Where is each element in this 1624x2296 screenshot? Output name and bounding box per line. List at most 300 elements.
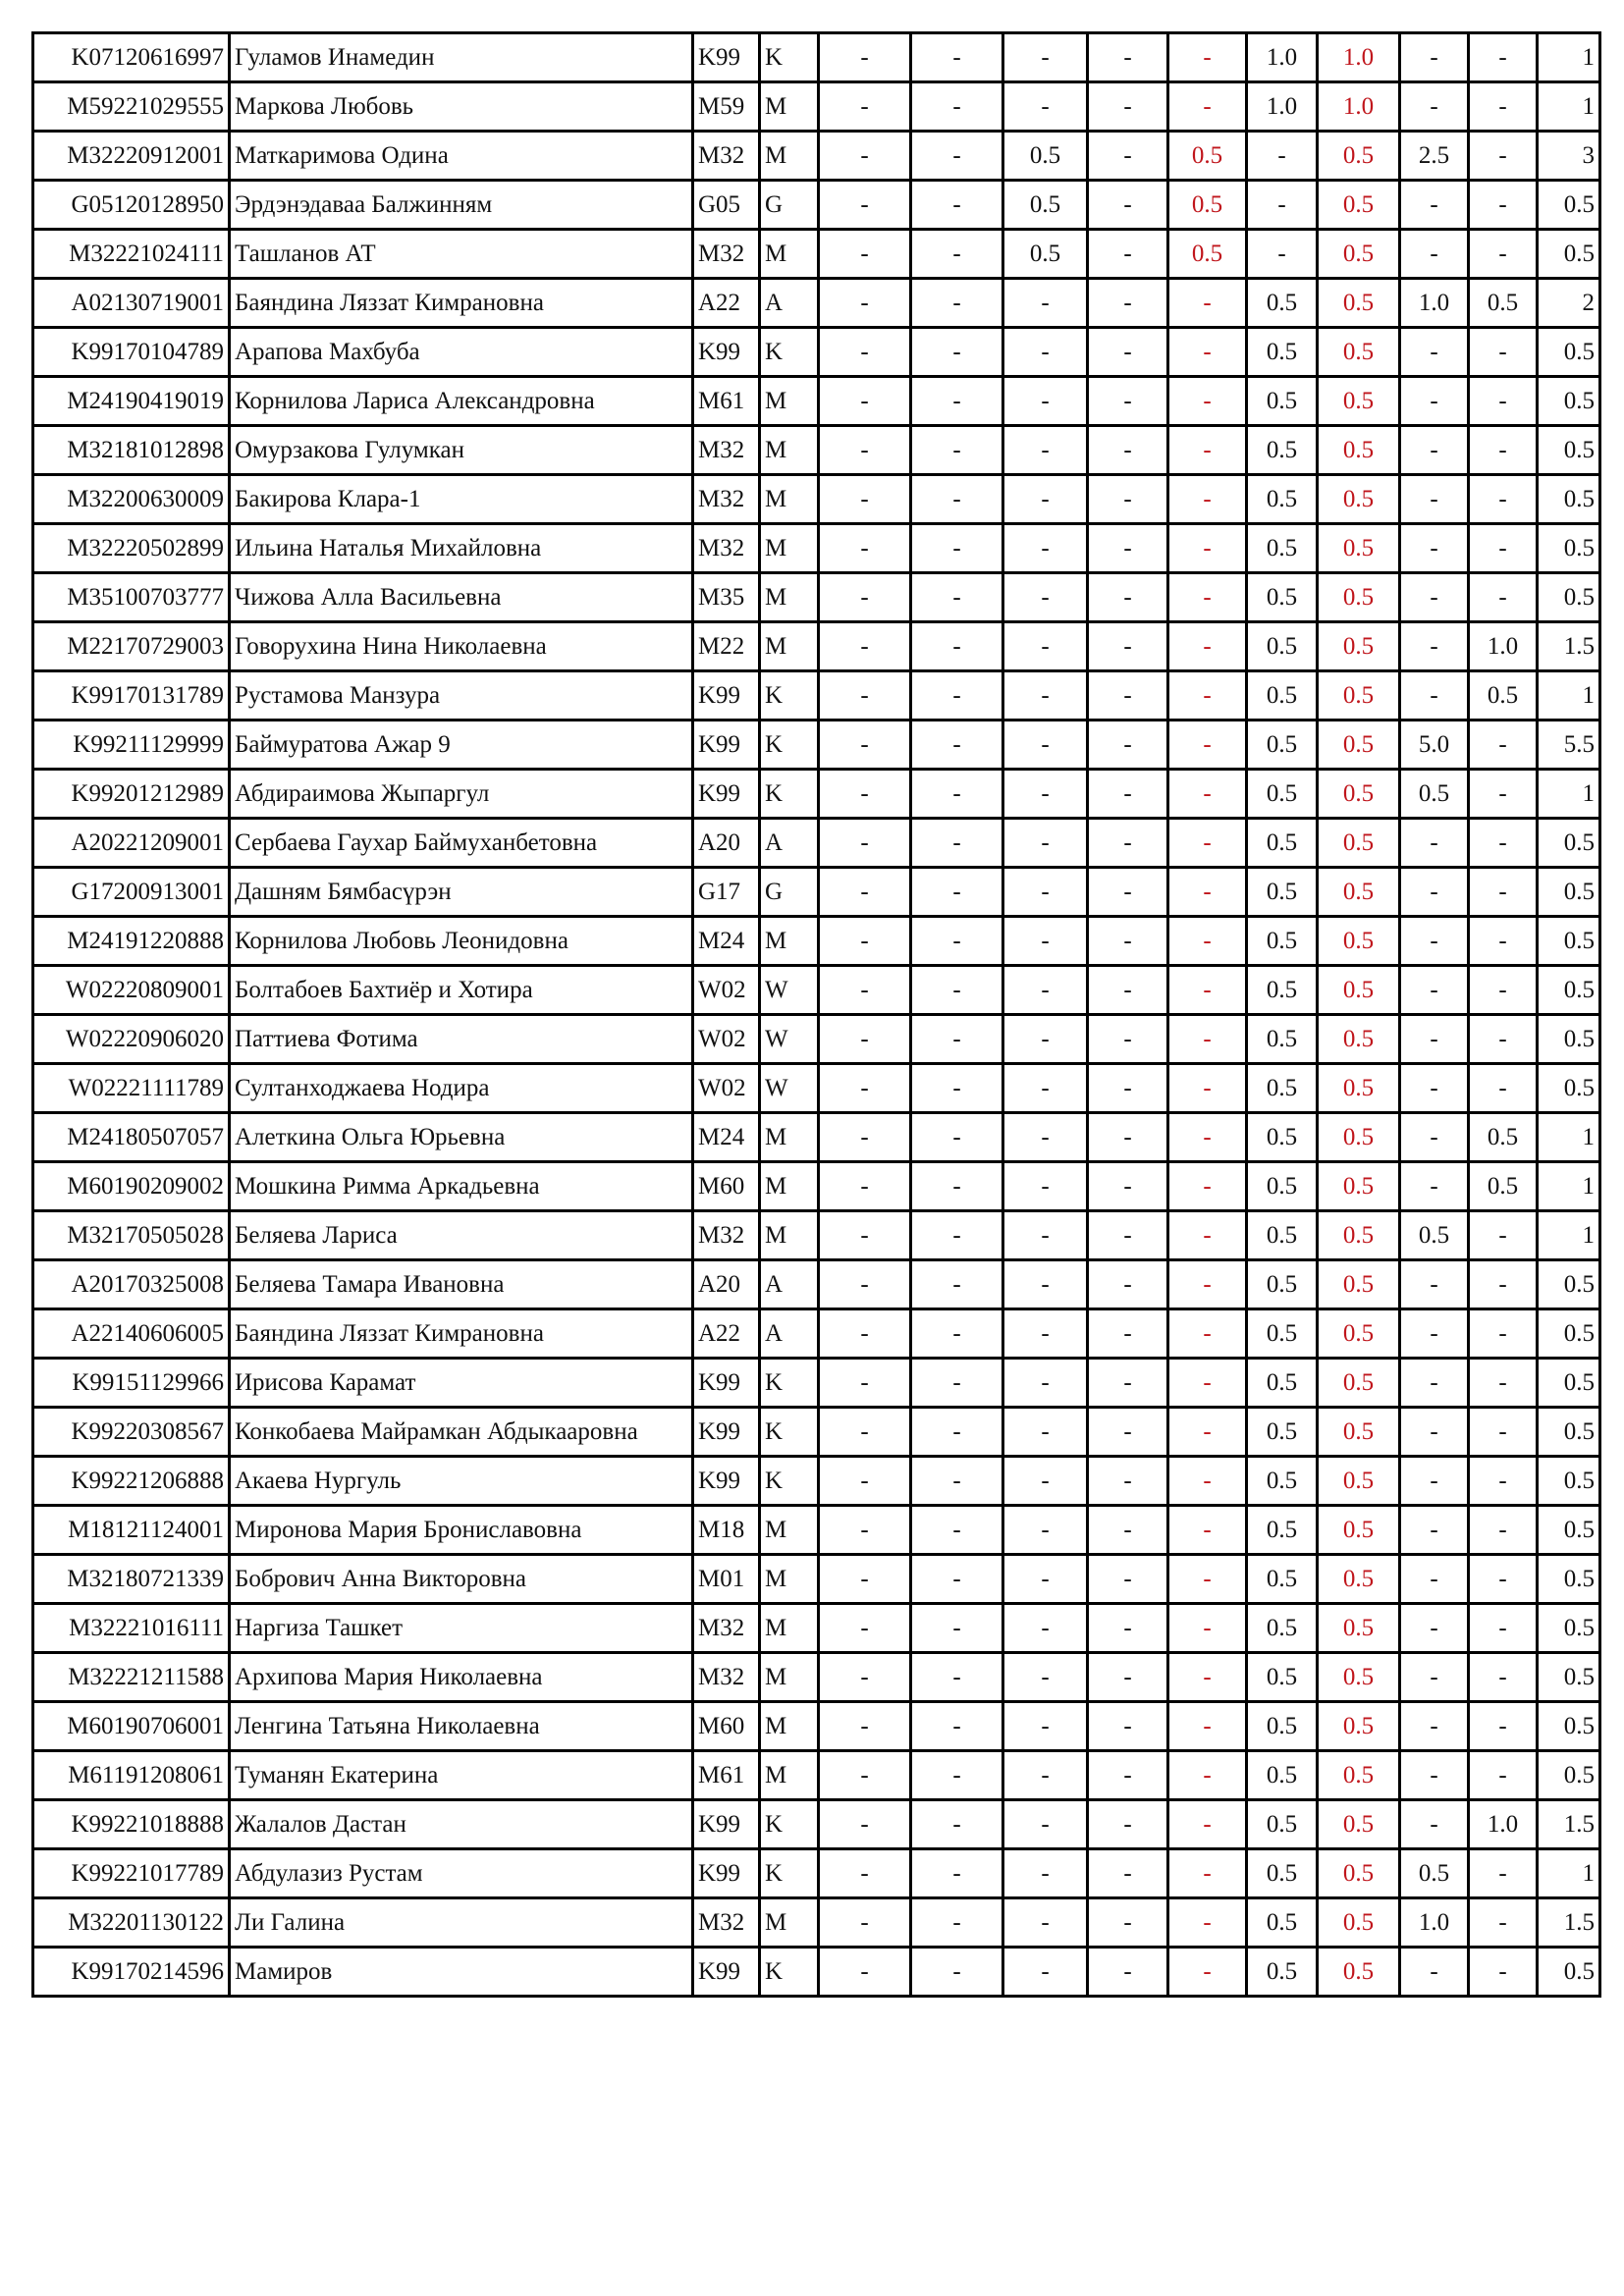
row-value-cell: -: [1469, 868, 1538, 917]
row-value-cell: 0.5: [1318, 917, 1400, 966]
row-value-cell: -: [1168, 1260, 1247, 1309]
row-value-cell: -: [1168, 1113, 1247, 1162]
row-region-cell: G05: [693, 181, 760, 230]
row-value-cell: -: [1469, 1260, 1538, 1309]
row-total-cell: 0.5: [1538, 377, 1600, 426]
row-code-cell: W02220809001: [33, 966, 230, 1015]
row-value-cell: 0.5: [1247, 1015, 1318, 1064]
row-value-cell: 0.5: [1469, 1113, 1538, 1162]
row-letter-cell: G: [760, 181, 819, 230]
row-value-cell: -: [1400, 819, 1469, 868]
row-region-cell: A20: [693, 819, 760, 868]
row-total-cell: 0.5: [1538, 1555, 1600, 1604]
row-value-cell: -: [819, 1113, 911, 1162]
row-value-cell: 1.0: [1400, 1898, 1469, 1948]
table-row: [33, 917, 1600, 966]
row-value-cell: -: [819, 819, 911, 868]
table-row: [33, 1211, 1600, 1260]
row-value-cell: -: [1003, 868, 1088, 917]
row-total-cell: 0.5: [1538, 1948, 1600, 1997]
row-region-cell: W02: [693, 1064, 760, 1113]
row-value-cell: -: [911, 721, 1003, 770]
row-value-cell: 0.5: [1469, 1162, 1538, 1211]
row-total-cell: 0.5: [1538, 1702, 1600, 1751]
row-value-cell: -: [1003, 1309, 1088, 1359]
row-name-cell: Гуламов Инамедин: [230, 33, 693, 82]
row-value-cell: -: [819, 230, 911, 279]
row-letter-cell: K: [760, 1359, 819, 1408]
row-value-cell: -: [1003, 966, 1088, 1015]
row-value-cell: -: [1168, 524, 1247, 573]
row-value-cell: -: [911, 1260, 1003, 1309]
table-row: [33, 181, 1600, 230]
row-value-cell: -: [1469, 1211, 1538, 1260]
row-code-cell: M32221024111: [33, 230, 230, 279]
row-letter-cell: A: [760, 1260, 819, 1309]
row-name-cell: Дашням Бямбасүрэн: [230, 868, 693, 917]
row-value-cell: 0.5: [1318, 524, 1400, 573]
row-value-cell: -: [911, 33, 1003, 82]
row-value-cell: 0.5: [1247, 1162, 1318, 1211]
row-code-cell: A20221209001: [33, 819, 230, 868]
row-total-cell: 0.5: [1538, 328, 1600, 377]
row-total-cell: 0.5: [1538, 1506, 1600, 1555]
row-value-cell: -: [1400, 1309, 1469, 1359]
table-row: [33, 1015, 1600, 1064]
row-value-cell: -: [911, 279, 1003, 328]
row-value-cell: -: [1088, 1751, 1168, 1800]
table-row: [33, 1457, 1600, 1506]
row-value-cell: 0.5: [1247, 1260, 1318, 1309]
row-code-cell: G05120128950: [33, 181, 230, 230]
row-region-cell: W02: [693, 1015, 760, 1064]
row-value-cell: 0.5: [1318, 770, 1400, 819]
row-value-cell: -: [1400, 622, 1469, 671]
row-value-cell: 0.5: [1318, 671, 1400, 721]
row-value-cell: -: [819, 377, 911, 426]
row-region-cell: K99: [693, 1408, 760, 1457]
row-region-cell: A22: [693, 279, 760, 328]
row-value-cell: -: [911, 1898, 1003, 1948]
row-value-cell: -: [1168, 82, 1247, 132]
table-row: [33, 721, 1600, 770]
row-value-cell: 0.5: [1247, 1702, 1318, 1751]
row-region-cell: K99: [693, 33, 760, 82]
row-value-cell: -: [1400, 1113, 1469, 1162]
row-value-cell: -: [1088, 1408, 1168, 1457]
row-value-cell: 2.5: [1400, 132, 1469, 181]
row-value-cell: 0.5: [1247, 1506, 1318, 1555]
row-name-cell: Бакирова Клара-1: [230, 475, 693, 524]
row-name-cell: Маркова Любовь: [230, 82, 693, 132]
row-name-cell: Баяндина Ляззат Кимрановна: [230, 279, 693, 328]
row-value-cell: -: [1088, 819, 1168, 868]
row-value-cell: 0.5: [1318, 1260, 1400, 1309]
row-value-cell: -: [1088, 426, 1168, 475]
row-region-cell: M59: [693, 82, 760, 132]
row-letter-cell: M: [760, 622, 819, 671]
table-row: [33, 1260, 1600, 1309]
row-value-cell: 0.5: [1247, 1604, 1318, 1653]
row-name-cell: Омурзакова Гулумкан: [230, 426, 693, 475]
row-value-cell: -: [819, 82, 911, 132]
row-region-cell: M60: [693, 1162, 760, 1211]
row-value-cell: 0.5: [1318, 1702, 1400, 1751]
row-code-cell: M24190419019: [33, 377, 230, 426]
row-code-cell: M22170729003: [33, 622, 230, 671]
row-value-cell: -: [1088, 279, 1168, 328]
row-value-cell: -: [1088, 1309, 1168, 1359]
row-value-cell: 0.5: [1003, 230, 1088, 279]
row-value-cell: 0.5: [1247, 1898, 1318, 1948]
row-value-cell: 0.5: [1318, 1948, 1400, 1997]
row-letter-cell: M: [760, 573, 819, 622]
row-value-cell: 0.5: [1469, 671, 1538, 721]
row-region-cell: M32: [693, 426, 760, 475]
row-value-cell: 0.5: [1247, 524, 1318, 573]
row-name-cell: Мошкина Римма Аркадьевна: [230, 1162, 693, 1211]
row-value-cell: 0.5: [1318, 819, 1400, 868]
row-name-cell: Акаева Нургуль: [230, 1457, 693, 1506]
row-value-cell: -: [1003, 1800, 1088, 1849]
row-value-cell: -: [1088, 377, 1168, 426]
row-total-cell: 1: [1538, 1113, 1600, 1162]
row-value-cell: 0.5: [1318, 1113, 1400, 1162]
row-name-cell: Баяндина Ляззат Кимрановна: [230, 1309, 693, 1359]
row-value-cell: -: [1469, 1653, 1538, 1702]
table-row: [33, 966, 1600, 1015]
row-value-cell: -: [1088, 868, 1168, 917]
row-value-cell: -: [819, 132, 911, 181]
row-value-cell: 0.5: [1247, 377, 1318, 426]
row-value-cell: -: [1469, 819, 1538, 868]
table-row: [33, 1604, 1600, 1653]
row-value-cell: -: [1168, 1506, 1247, 1555]
row-total-cell: 2: [1538, 279, 1600, 328]
row-value-cell: -: [1088, 1506, 1168, 1555]
row-value-cell: -: [1003, 377, 1088, 426]
row-value-cell: -: [1168, 1653, 1247, 1702]
row-value-cell: -: [1400, 1702, 1469, 1751]
row-value-cell: -: [1168, 819, 1247, 868]
row-value-cell: 0.5: [1247, 622, 1318, 671]
row-value-cell: -: [1469, 377, 1538, 426]
row-value-cell: -: [911, 1113, 1003, 1162]
row-value-cell: -: [1003, 1604, 1088, 1653]
row-value-cell: -: [1003, 1751, 1088, 1800]
row-code-cell: A20170325008: [33, 1260, 230, 1309]
row-value-cell: -: [1469, 230, 1538, 279]
row-value-cell: 0.5: [1247, 1555, 1318, 1604]
row-region-cell: W02: [693, 966, 760, 1015]
row-name-cell: Ильина Наталья Михайловна: [230, 524, 693, 573]
row-letter-cell: M: [760, 1555, 819, 1604]
row-value-cell: 0.5: [1247, 1211, 1318, 1260]
row-value-cell: -: [911, 1800, 1003, 1849]
row-value-cell: -: [911, 1506, 1003, 1555]
row-value-cell: -: [1003, 917, 1088, 966]
row-value-cell: 0.5: [1247, 1064, 1318, 1113]
row-code-cell: M32221016111: [33, 1604, 230, 1653]
row-value-cell: 0.5: [1247, 1457, 1318, 1506]
row-value-cell: -: [1469, 82, 1538, 132]
row-region-cell: K99: [693, 721, 760, 770]
row-total-cell: 1: [1538, 770, 1600, 819]
row-name-cell: Султанходжаева Нодира: [230, 1064, 693, 1113]
row-value-cell: -: [819, 1211, 911, 1260]
row-name-cell: Туманян Екатерина: [230, 1751, 693, 1800]
row-value-cell: -: [1400, 1555, 1469, 1604]
row-value-cell: -: [1400, 82, 1469, 132]
row-value-cell: 0.5: [1168, 181, 1247, 230]
row-region-cell: A22: [693, 1309, 760, 1359]
row-value-cell: -: [1088, 917, 1168, 966]
row-value-cell: -: [1168, 573, 1247, 622]
row-region-cell: K99: [693, 1359, 760, 1408]
row-value-cell: -: [1003, 1260, 1088, 1309]
row-total-cell: 5.5: [1538, 721, 1600, 770]
row-letter-cell: K: [760, 1457, 819, 1506]
row-code-cell: M60190706001: [33, 1702, 230, 1751]
row-value-cell: -: [1088, 1800, 1168, 1849]
row-value-cell: -: [1400, 1604, 1469, 1653]
row-letter-cell: M: [760, 917, 819, 966]
row-value-cell: -: [911, 82, 1003, 132]
row-value-cell: -: [1003, 1162, 1088, 1211]
row-value-cell: -: [1400, 1653, 1469, 1702]
row-code-cell: K99170104789: [33, 328, 230, 377]
row-value-cell: -: [819, 279, 911, 328]
row-total-cell: 0.5: [1538, 868, 1600, 917]
row-value-cell: -: [1088, 1555, 1168, 1604]
row-value-cell: 0.5: [1318, 1309, 1400, 1359]
row-code-cell: M35100703777: [33, 573, 230, 622]
row-name-cell: Корнилова Любовь Леонидовна: [230, 917, 693, 966]
row-value-cell: -: [819, 328, 911, 377]
row-value-cell: -: [1088, 1948, 1168, 1997]
row-value-cell: -: [1400, 1751, 1469, 1800]
row-total-cell: 0.5: [1538, 819, 1600, 868]
row-letter-cell: M: [760, 1751, 819, 1800]
row-value-cell: 0.5: [1247, 1408, 1318, 1457]
row-letter-cell: W: [760, 1015, 819, 1064]
row-letter-cell: K: [760, 33, 819, 82]
row-value-cell: 0.5: [1318, 377, 1400, 426]
row-value-cell: -: [819, 1751, 911, 1800]
row-letter-cell: M: [760, 377, 819, 426]
row-value-cell: -: [819, 1162, 911, 1211]
row-total-cell: 1.5: [1538, 622, 1600, 671]
row-code-cell: K99221017789: [33, 1849, 230, 1898]
table-row: [33, 377, 1600, 426]
row-code-cell: K99211129999: [33, 721, 230, 770]
row-value-cell: -: [1469, 721, 1538, 770]
row-name-cell: Корнилова Лариса Александровна: [230, 377, 693, 426]
row-value-cell: -: [1003, 1064, 1088, 1113]
row-value-cell: -: [1469, 1948, 1538, 1997]
row-value-cell: 0.5: [1318, 279, 1400, 328]
row-value-cell: -: [819, 1849, 911, 1898]
row-value-cell: 0.5: [1318, 622, 1400, 671]
row-value-cell: 0.5: [1247, 819, 1318, 868]
row-value-cell: -: [1469, 1015, 1538, 1064]
row-value-cell: -: [1400, 377, 1469, 426]
row-value-cell: -: [1003, 770, 1088, 819]
row-value-cell: -: [819, 524, 911, 573]
row-value-cell: 0.5: [1318, 868, 1400, 917]
row-value-cell: -: [1400, 1015, 1469, 1064]
row-code-cell: K99170131789: [33, 671, 230, 721]
row-value-cell: -: [1469, 573, 1538, 622]
row-value-cell: 0.5: [1168, 132, 1247, 181]
row-value-cell: -: [1003, 1948, 1088, 1997]
row-name-cell: Конкобаева Майрамкан Абдыкааровна: [230, 1408, 693, 1457]
row-region-cell: M32: [693, 1898, 760, 1948]
row-value-cell: 0.5: [1318, 1898, 1400, 1948]
row-value-cell: -: [819, 917, 911, 966]
row-value-cell: 0.5: [1247, 1849, 1318, 1898]
row-value-cell: 0.5: [1247, 721, 1318, 770]
row-letter-cell: K: [760, 1800, 819, 1849]
row-value-cell: 0.5: [1318, 1015, 1400, 1064]
row-value-cell: 0.5: [1247, 1113, 1318, 1162]
row-total-cell: 0.5: [1538, 917, 1600, 966]
row-code-cell: M32181012898: [33, 426, 230, 475]
row-value-cell: -: [1400, 917, 1469, 966]
row-value-cell: -: [1469, 1457, 1538, 1506]
row-total-cell: 1: [1538, 671, 1600, 721]
row-value-cell: 1.0: [1469, 622, 1538, 671]
row-value-cell: -: [1168, 1359, 1247, 1408]
table-row: [33, 1751, 1600, 1800]
row-value-cell: -: [911, 1751, 1003, 1800]
row-value-cell: 0.5: [1318, 1751, 1400, 1800]
row-letter-cell: M: [760, 475, 819, 524]
row-value-cell: -: [911, 377, 1003, 426]
row-value-cell: -: [911, 1457, 1003, 1506]
row-total-cell: 0.5: [1538, 1359, 1600, 1408]
table-row: [33, 1113, 1600, 1162]
row-value-cell: 0.5: [1318, 1211, 1400, 1260]
row-value-cell: 0.5: [1318, 132, 1400, 181]
row-region-cell: M22: [693, 622, 760, 671]
row-value-cell: -: [1003, 1653, 1088, 1702]
row-value-cell: -: [1003, 426, 1088, 475]
row-value-cell: -: [1003, 1359, 1088, 1408]
row-value-cell: -: [911, 1211, 1003, 1260]
table-row: [33, 1702, 1600, 1751]
row-value-cell: 0.5: [1469, 279, 1538, 328]
row-value-cell: 0.5: [1318, 1800, 1400, 1849]
row-total-cell: 1: [1538, 1211, 1600, 1260]
row-value-cell: 0.5: [1400, 1849, 1469, 1898]
row-code-cell: K07120616997: [33, 33, 230, 82]
row-value-cell: -: [819, 1359, 911, 1408]
row-value-cell: 0.5: [1247, 1800, 1318, 1849]
row-value-cell: -: [1088, 770, 1168, 819]
row-value-cell: -: [819, 1898, 911, 1948]
row-letter-cell: K: [760, 671, 819, 721]
row-region-cell: M24: [693, 1113, 760, 1162]
row-value-cell: -: [1168, 1211, 1247, 1260]
row-value-cell: -: [1003, 33, 1088, 82]
row-value-cell: -: [1400, 1162, 1469, 1211]
row-name-cell: Сербаева Гаухар Баймуханбетовна: [230, 819, 693, 868]
row-value-cell: -: [1400, 868, 1469, 917]
row-name-cell: Ленгина Татьяна Николаевна: [230, 1702, 693, 1751]
row-region-cell: K99: [693, 770, 760, 819]
row-total-cell: 0.5: [1538, 426, 1600, 475]
row-value-cell: -: [1088, 475, 1168, 524]
row-name-cell: Миронова Мария Брониславовна: [230, 1506, 693, 1555]
row-letter-cell: W: [760, 966, 819, 1015]
row-value-cell: -: [1003, 622, 1088, 671]
row-value-cell: -: [819, 1408, 911, 1457]
row-total-cell: 0.5: [1538, 524, 1600, 573]
row-value-cell: -: [1003, 1506, 1088, 1555]
row-code-cell: M18121124001: [33, 1506, 230, 1555]
row-value-cell: -: [1168, 1702, 1247, 1751]
row-value-cell: -: [1400, 671, 1469, 721]
row-value-cell: -: [1247, 132, 1318, 181]
row-value-cell: -: [1469, 33, 1538, 82]
row-value-cell: 1.0: [1469, 1800, 1538, 1849]
row-value-cell: -: [1003, 1408, 1088, 1457]
row-value-cell: -: [1469, 770, 1538, 819]
row-value-cell: -: [1003, 1702, 1088, 1751]
row-value-cell: -: [819, 671, 911, 721]
table-row: [33, 573, 1600, 622]
row-value-cell: 0.5: [1318, 1359, 1400, 1408]
table-row: [33, 868, 1600, 917]
row-code-cell: M32201130122: [33, 1898, 230, 1948]
row-value-cell: -: [1088, 966, 1168, 1015]
row-value-cell: 0.5: [1247, 671, 1318, 721]
row-letter-cell: M: [760, 1604, 819, 1653]
row-value-cell: -: [819, 426, 911, 475]
row-value-cell: 0.5: [1318, 1555, 1400, 1604]
row-value-cell: -: [911, 1359, 1003, 1408]
row-value-cell: -: [1088, 328, 1168, 377]
row-value-cell: -: [1400, 524, 1469, 573]
row-value-cell: 0.5: [1247, 328, 1318, 377]
row-value-cell: -: [1469, 1604, 1538, 1653]
row-total-cell: 0.5: [1538, 1260, 1600, 1309]
row-letter-cell: M: [760, 1506, 819, 1555]
row-name-cell: Арапова Махбуба: [230, 328, 693, 377]
row-value-cell: -: [819, 33, 911, 82]
row-value-cell: -: [1469, 1751, 1538, 1800]
row-value-cell: -: [1088, 1359, 1168, 1408]
row-value-cell: -: [1400, 1506, 1469, 1555]
row-value-cell: -: [819, 1015, 911, 1064]
row-value-cell: -: [819, 475, 911, 524]
row-value-cell: -: [819, 622, 911, 671]
row-value-cell: 1.0: [1400, 279, 1469, 328]
row-region-cell: K99: [693, 1457, 760, 1506]
row-value-cell: -: [1088, 1604, 1168, 1653]
row-total-cell: 0.5: [1538, 573, 1600, 622]
row-value-cell: -: [1003, 1849, 1088, 1898]
row-region-cell: G17: [693, 868, 760, 917]
row-code-cell: M60190209002: [33, 1162, 230, 1211]
row-value-cell: -: [1469, 524, 1538, 573]
row-value-cell: -: [1003, 573, 1088, 622]
table-row: [33, 132, 1600, 181]
table-row: [33, 426, 1600, 475]
row-value-cell: -: [1168, 1162, 1247, 1211]
row-total-cell: 0.5: [1538, 1604, 1600, 1653]
